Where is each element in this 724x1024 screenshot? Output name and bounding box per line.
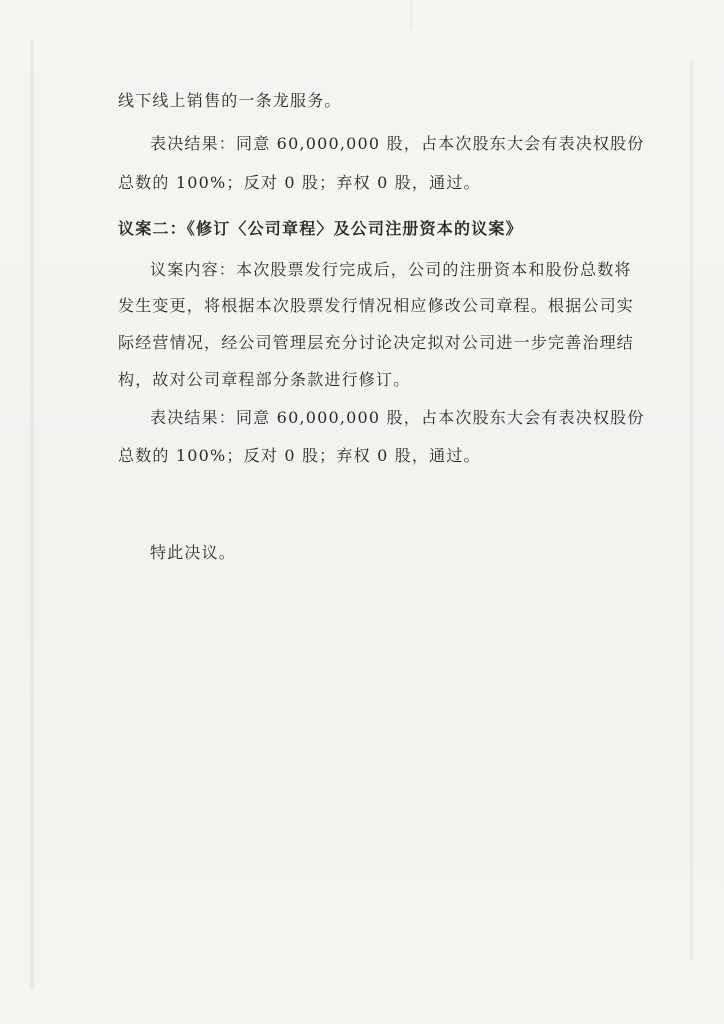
proposal-2-content-line3: 际经营情况，经公司管理层充分讨论决定拟对公司进一步完善治理结: [118, 333, 635, 352]
proposal-2-content-line1: 议案内容：本次股票发行完成后，公司的注册资本和股份总数将: [150, 260, 632, 279]
scan-streak: [410, 0, 412, 30]
scan-streak: [690, 60, 693, 960]
vote-result-2-line2: 总数的 100%；反对 0 股；弃权 0 股，通过。: [118, 446, 481, 465]
vote-result-1-line1: 表决结果：同意 60,000,000 股，占本次股东大会有表决权股份: [150, 134, 645, 153]
vote-result-2-line1: 表决结果：同意 60,000,000 股，占本次股东大会有表决权股份: [150, 408, 645, 427]
proposal-2-content-line4: 构，故对公司章程部分条款进行修订。: [118, 370, 411, 389]
proposal-2-content-line2: 发生变更，将根据本次股票发行情况相应修改公司章程。根据公司实: [118, 296, 635, 315]
scan-streak: [30, 40, 34, 990]
vote-result-1-line2: 总数的 100%；反对 0 股；弃权 0 股，通过。: [118, 173, 481, 192]
continuation-text: 线下线上销售的一条龙服务。: [118, 91, 342, 110]
closing-text: 特此决议。: [150, 543, 237, 562]
proposal-2-title: 议案二：《修订〈公司章程〉及公司注册资本的议案》: [118, 219, 523, 238]
